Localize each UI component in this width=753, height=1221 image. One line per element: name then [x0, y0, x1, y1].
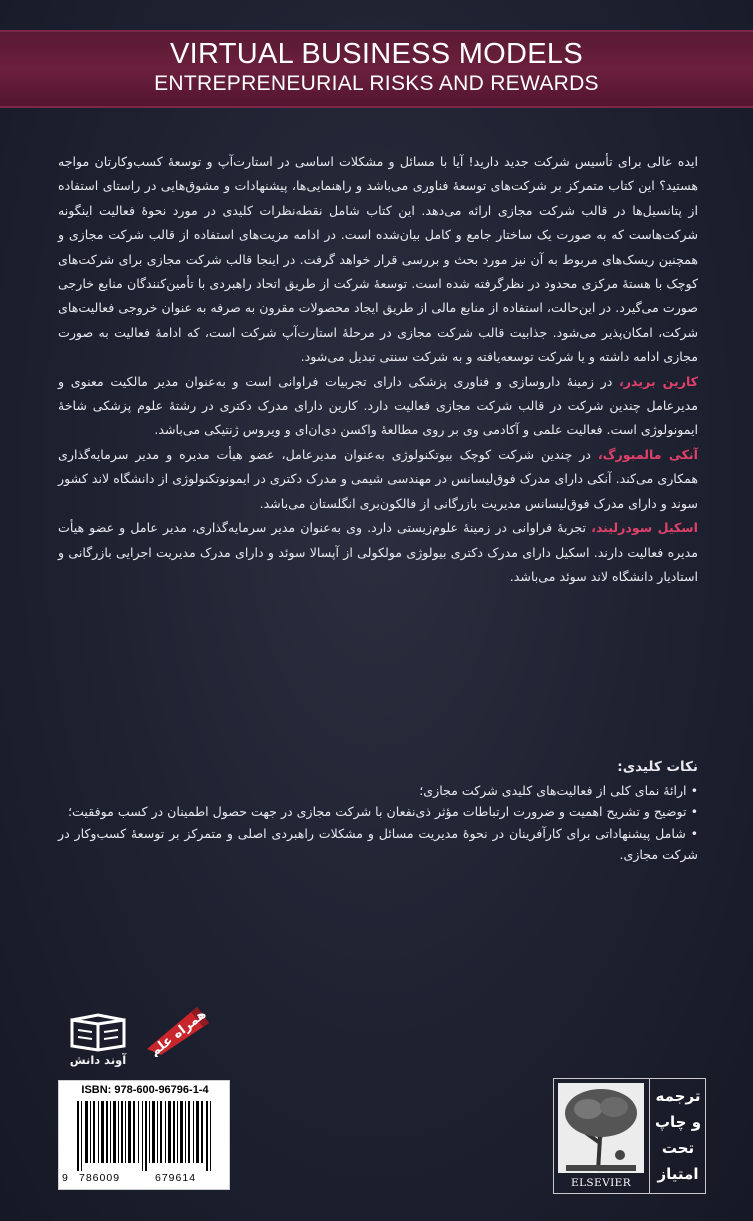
key-point-item: • توضیح و تشریح اهمیت و ضرورت ارتباطات مؤثر ذی‌نفعان با شرکت مجازی در جهت حصول اطمینان در کسب موفقیت؛	[58, 801, 698, 822]
elsevier-divider	[649, 1079, 650, 1193]
key-points-list	[58, 780, 698, 865]
key-points	[58, 757, 698, 865]
book-subtitle: ENTREPRENEURIAL RISKS AND REWARDS	[154, 72, 599, 95]
hamrah-elm-logo	[145, 1003, 211, 1057]
elsevier-box	[553, 1078, 706, 1194]
author-bio-text: تجربهٔ فراوانی در زمینهٔ علوم‌زیستی دارد. وی به‌عنوان مدیر سرمایه‌گذاری، مدیر عامل و عضو هیأت مدیره فعالیت دارند. اسکیل دارای مدرک دکتری بیولوژی مولکولی از آپسالا سوئد و دارای مدرک مدیریت اجرایی بازرگانی و استادیار دانشگاه لاند سوئد می‌باشد.	[58, 520, 698, 584]
key-points-title: نکات کلیدی:	[617, 759, 698, 775]
author-bio-text: در چندین شرکت کوچک بیوتکنولوژی به‌عنوان مدیرعامل، عضو هیأت مدیره و مدیر سرمایه‌گذاری همکاری می‌کند. آنکی دارای مدرک فوق‌لیسانس در مهندسی شیمی و مدرک دکتری در ایمونوتکنولوژی از دانشگاه لاند کشور سوند و دارای مدرک فوق‌لیسانس مدیریت بازرگانی از فالکون‌بری انگلستان می‌باشد.	[58, 446, 698, 511]
elsevier-tree-icon	[558, 1083, 644, 1173]
license-word: و چاپ	[654, 1113, 702, 1131]
author-bio	[58, 370, 698, 443]
title-band	[0, 30, 753, 108]
author-bio	[58, 443, 698, 516]
barcode-digits-right: 679614	[155, 1172, 197, 1184]
publisher-name: آوند دانش	[69, 1053, 127, 1067]
key-point-item: • شامل پیشنهاداتی برای کارآفرینان در نحوهٔ مدیریت مسائل و مشکلات راهبردی اصلی و متمرکز بر توسعهٔ کسب‌وکار در شرکت مجازی.	[58, 823, 698, 865]
elsevier-label: ELSEVIER	[571, 1177, 631, 1189]
licensed-translation-text	[651, 1083, 705, 1187]
author-bio	[58, 516, 698, 589]
svg-text:همراه علم: همراه علم	[147, 1006, 210, 1057]
license-word: تحت	[661, 1139, 695, 1157]
author-name: کارین بریدر،	[619, 373, 698, 389]
author-bio-text: در زمینهٔ داروسازی و فناوری پزشکی دارای تجربیات فراوانی است و به‌عنوان مدیر مالکیت معنوی و مدیرعامل چندین شرکت در قالب شرکت مجازی فعالیت دارد. کارین دارای مدرک دکتری در رشتهٔ علوم پزشکی شاخهٔ ایمونولوژی است. فعالیت علمی و آکادمی وی بر روی مطالعهٔ واکسن دی‌ان‌ای و ویروس ژنتیکی می‌باشد.	[58, 373, 698, 438]
book-title: VIRTUAL BUSINESS MODELS	[169, 38, 583, 70]
key-point-item: • ارائهٔ نمای کلی از فعالیت‌های کلیدی شرکت مجازی؛	[58, 780, 698, 801]
license-word: امتیاز	[657, 1165, 699, 1183]
author-name: آنکی مالمبورگ،	[597, 446, 698, 462]
barcode-panel	[58, 1080, 230, 1190]
description-paragraph: ایده عالی برای تأسیس شرکت جدید دارید! آیا با مسائل و مشکلات اساسی در استارت‌آپ و توسعهٔ کسب‌وکارتان مواجه هستید؟ این کتاب متمرکز بر شرکت‌های توسعهٔ فناوری می‌باشد و راهنمایی‌ها، پیشنهادات و مشوق‌هایی در راستای استفاده از پتانسیل‌ها در قالب شرکت مجازی ارائه می‌دهد. این کتاب شامل نقطه‌نظرات کلیدی در مورد نحوهٔ فعالیت اینگونه شرکت‌هاست که به صورت یک ساختار جامع و کامل بیان‌شده است. در ادامه مزیت‌های استفاده از قالب شرکت مجازی و همچنین ریسک‌های مربوط به آن نیز مورد بحث و بررسی قرار خواهد گرفت. در اینجا قالب شرکت مجازی برای شرکت‌های کوچک با هستهٔ مرکزی محدود در نظرگرفته شده است. توسعهٔ شرکت از طریق اتحاد راهبردی با تأمین‌کنندگان منابع خارجی صورت می‌گیرد. در این‌حالت، استفاده از منابع مالی از طریق ایجاد محصولات مقرون به صرفه به عنوان خروجی فعالیت‌های شرکت، امکان‌پذیر می‌شود. جذابیت قالب شرکت مجازی در مرحلهٔ استارت‌آپ شرکت است، که ادامهٔ فعالیت به صورت مجازی ادامه داشته و یا شرکت توسعه‌یافته و به شرکت سنتی تبدیل می‌شود.	[58, 154, 698, 365]
isbn-text: ISBN: 978-600-96796-1-4	[81, 1084, 209, 1096]
barcode-icon	[69, 1101, 221, 1171]
barcode-digit-first: 9	[62, 1172, 68, 1184]
author-name: اسکیل سودرلیند،	[591, 520, 698, 536]
back-cover-text	[58, 150, 698, 589]
barcode-digits-left: 786009	[79, 1172, 121, 1184]
open-book-icon	[68, 1012, 128, 1052]
license-word: ترجمه	[655, 1087, 701, 1105]
